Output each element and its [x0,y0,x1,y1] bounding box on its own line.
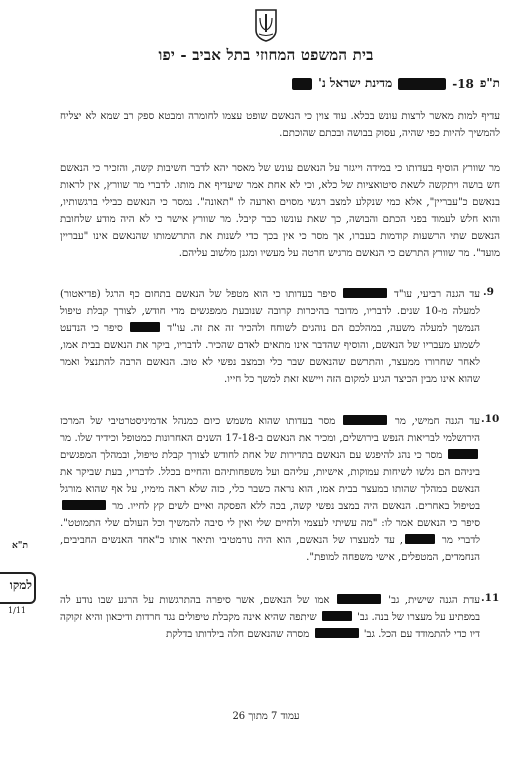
case-title: מדינת ישראל נ' [318,76,393,90]
paragraph-10: עד הגנה חמישי, מר מסר בעדותו שהוא משמש כיום כמנהל אדמיניסטרטיבי של המרכז הירושלמי לבריאות הנפש בירושלים, ומכיר את הנאשם ב-17-18 השנים האחרונות כמטופל וכידיד שלו. מר מסר כי נהג להיפגש עם הנאשם בתדירות של אחת לחודש לצורך קבלת טיפול, ובמהלך המפגשים ביניהם הם גלשו לשיחות עמוקות, אישיות, עליהם ועל משפחותיהם והחיים בכלל. לדבריו, בעת שביקר את הנאשם במהלך שהותו במעצר בבית אמו, הוא נראה כשבר כלי, כזה שלא ראה מימיו, על אף שהוא מורגל בטיפול באחרים. הנאשם היה במצב נפשי קשה, בכה ללא הפסקה ואיים לשים קץ לחייו. מר סיפר כי הנאשם אמר לו: "מה עשיתי לעצמי ולחיים שלי ואין לי סיבה להמשיך וכל העולם שלי התמוטט". לדברי מר , עד למעצרו של הנאשם, הוא היה נורמטיבי ותיאר אותו כ"אחד האנשים החביבים, הנחמדים, המטפלים, אישי משפחה למופת". [60,416,480,563]
paragraph-11: עדת הגנה שישית, גב' אמו של הנאשם, אשר סיפרה בהתרגשות על הרגע שבו נודע לה במפתיע על מעצרו של בנה. גב' שיתפה שהיא אינה מקבלת טיפולים נגד חרדות ודיכאון והיא זקוקה דיו כדי להתמודד עם הכל. גב' מסרה שהנאשם חלה בילדותו בדלקת [60,595,480,640]
paragraph-number-9: .9 [483,286,494,298]
court-name-heading: בית המשפט המחוזי בתל אביב - יפו [158,46,374,64]
redaction-block [448,449,478,459]
case-header [210,76,500,91]
redaction-block [130,322,160,332]
page-number-footer: עמוד 7 מתוך 26 [232,711,300,722]
case-prefix: ת"פ [479,76,500,90]
redaction-block [292,78,312,90]
paragraph-8: מר שוורץ הוסיף בעדותו כי במידה וייגזר על הנאשם עונש של מאסר יהא לדבר חשיבות קשה, והזכיר כי הנאשם חש בושה ויתקשה לשאת סיטואציות של כלא, וכי לא אחת אמר שיעדיף את מותו. לדברי מר שוורץ, אין לראות בנאשם כ"עבריין", אלא כמי שנקלע למצב רגשי מסוים וארעה לו "תאונה". נמסר כי הנאשם כבילי ברגשותיו, והוא חלש לעמוד בפני הכתם והבושה, כך שאת עונשו כבר קיבל. מר שוורץ אישר כי לא היה מודע שלחובת הנאשם שתי הרשעות קודמות בעברו, אך מסר כי אין בכך כדי לשנות את התרשמותו שהנאשם אינו "עבריין מועד". מר שוורץ התרשם כי הנאשם מרגיש חרטה על מעשיו ומגנן מלשוב עליהם. [60,163,500,259]
paragraph-number-11: .11 [481,592,500,604]
paragraph-number-10: .10 [481,413,500,425]
paragraph-intro: עדיף למות מאשר לרצות עונש בכלא. עוד צוין כי הנאשם שופט עצמו לחומרה ומבטא ספק רב שמא לא יצליח להמשיך להיות כפי שהיה, עסוק בבושה ובכתם שהוכתם. [60,111,500,139]
redaction-block [343,415,387,425]
redaction-block [337,594,381,604]
case-number: 18- [452,76,474,91]
redaction-block [343,288,387,298]
paragraph-9: עד הגנה רביעי, עו"ד סיפר בעדותו כי הוא מטפל של הנאשם בתחום כף הרגל (פדיאטור) למעלה מ-10 שנים. לדבריו, מדובר בהיכרות קרובה שנובעת ממפגשים מדי חודש, לצורך קבלת טיפול הנמשך למעלה משעה, במהלכם הם נוהגים לשוחח ולהכיר זה את זה. עו"ד סיפר כי הנדעט לשמוע מעבריו של הנאשם, והוסיף שהדבר אינו מתאים לאדם שהכיר. לדבריו, ביקר את הנאשם בבית אמו, לאחר שחרורו ממעצר, והתרשם שהנאשם שבר כלי ובמצב נפשי לא טוב. הנאשם הרבה להתנצל ואמר שהוא אינו מבין הכיצד הגיע למקום הזה ויישא זאת למשך כל חייו. [60,289,481,385]
redaction-block [398,78,446,90]
redaction-block [315,628,359,638]
side-stamp-bottom: 1/11 [8,606,26,615]
state-emblem-icon [253,8,279,42]
side-stamp-top: ת"א [12,541,28,551]
redaction-block [62,500,106,510]
side-stamp-text: למקו [9,578,32,592]
redaction-block [405,534,435,544]
redaction-block [322,611,352,621]
